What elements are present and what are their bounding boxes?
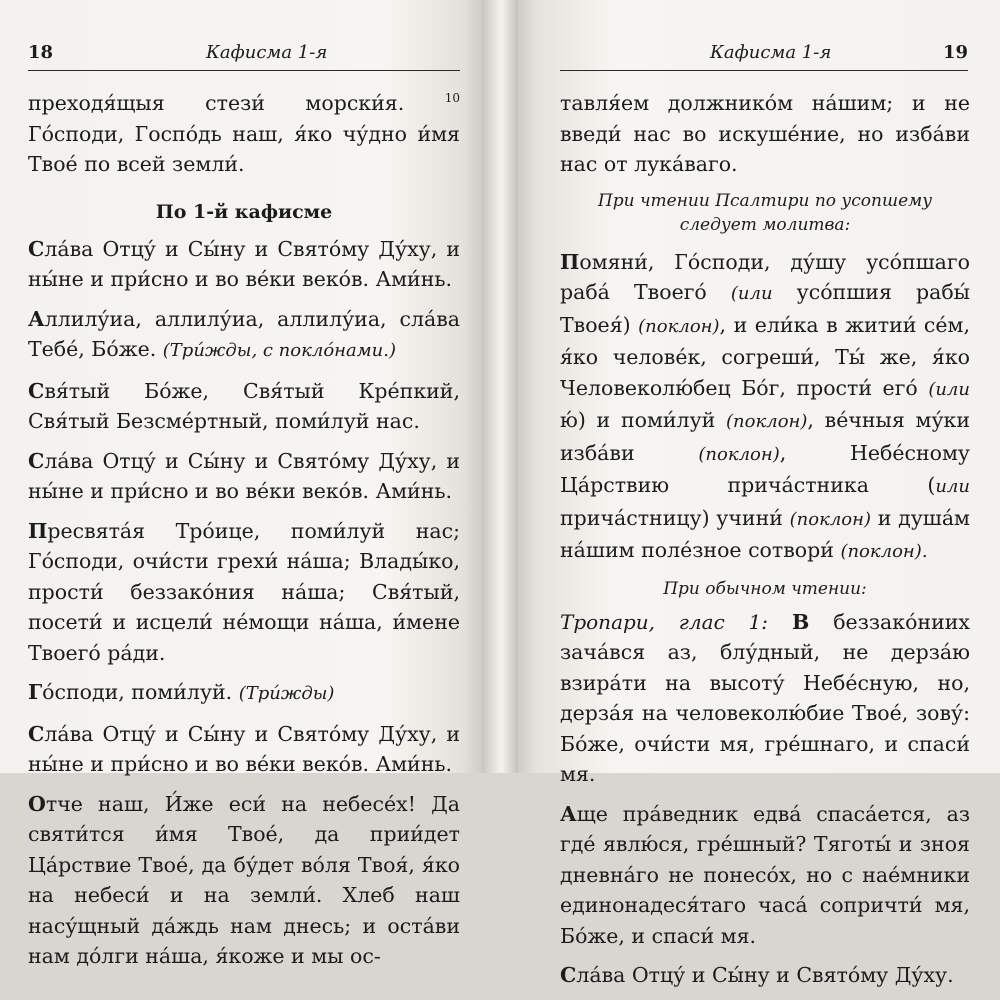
right-header xyxy=(560,42,968,68)
right-page-text xyxy=(560,88,970,1000)
verse-number: 10 xyxy=(444,91,460,106)
prayer-text: прича́стницу) учини́ xyxy=(560,505,783,530)
prayer-for-deceased xyxy=(560,247,970,568)
troparion-text-2: ще пра́ведник едва́ спаса́ется, аз где́ явлю́ся, гре́шный? Тяготы́ и зноя дневна́го не понесо́х, но с нае́мники единонадеся́таго часа́ сопричти́ мя, Бо́же, и спаси́ мя. xyxy=(560,801,970,948)
slava-text-3: ла́ва Отцу́ и Сы́ну и Свято́му Ду́ху, и ны́не и при́сно и во ве́ки веко́в. Ами́нь. xyxy=(28,721,460,776)
slava-text-right: ла́ва Отцу́ и Сы́ну и Свято́му Ду́ху. xyxy=(576,963,954,987)
slava-text-2: ла́ва Отцу́ и Сы́ну и Свято́му Ду́ху, и ны́не и при́сно и во ве́ки веко́в. Ами́нь. xyxy=(28,448,460,503)
rubric-deceased: При чтении Псалтири по усопшему следует молитва: xyxy=(597,190,933,235)
prayer-text: , Небе́сному Ца́рствию прича́стника ( xyxy=(560,440,970,497)
section-heading: По 1-й кафисме xyxy=(155,200,333,223)
trisagion-paragraph xyxy=(28,376,460,437)
rubric-note: (поклон) xyxy=(638,315,720,337)
lords-prayer-paragraph xyxy=(28,789,460,972)
drop-cap: А xyxy=(560,801,577,826)
alleluia-note: (Три́жды, с покло́нами.) xyxy=(162,340,397,361)
kyrie-text: о́споди, поми́луй. xyxy=(42,680,233,704)
right-header-rule xyxy=(560,70,968,71)
rubric-note: (поклон). xyxy=(840,541,928,562)
drop-cap: С xyxy=(28,236,45,261)
verse-tail: преходя́щыя стези́ морски́я. xyxy=(28,91,405,115)
right-running-title: Кафисма 1-я xyxy=(710,42,832,63)
trinity-paragraph xyxy=(28,516,460,669)
rubric-note: или xyxy=(935,476,970,497)
prayer-text: ю́) и поми́луй xyxy=(560,408,716,432)
prayer-text: усо́пшия рабы́ Твоея́) xyxy=(560,280,970,337)
drop-cap: С xyxy=(28,378,45,403)
drop-cap: С xyxy=(560,963,577,987)
trisagion-text: вя́тый Бо́же, Свя́тый Кре́пкий, Свя́тый Безсме́ртный, поми́луй нас. xyxy=(28,378,460,433)
rubric-ordinary: При обычном чтении: xyxy=(663,578,867,599)
left-page xyxy=(0,0,482,968)
prayer-text: , ве́чныя му́ки изба́ви xyxy=(560,408,970,465)
lords-prayer-end: тавля́ем должнико́м на́шим; и не введи́ нас во искуше́ние, но изба́ви нас от лука́ваго. xyxy=(560,91,970,176)
trinity-text: ресвята́я Тро́ице, поми́луй нас; Го́споди, очи́сти грехи́ на́ша; Влады́ко, прости́ беззако́ния на́ша; Свя́тый, посети́ и исцели́ не́мощи на́ша, и́мене Твоего́ ра́ди. xyxy=(28,518,460,665)
book-gutter xyxy=(482,0,518,773)
drop-cap: А xyxy=(28,306,45,331)
drop-cap: П xyxy=(28,518,48,543)
troparion-text-1: беззако́ниих зача́вся аз, блу́дный, не дерза́ю взира́ти на высоту́ Небе́сную, но, дерза́я на человеколю́бие Твое́, зову́: Бо́же, очи́сти мя, гре́шнаго, и спаси́ мя. xyxy=(560,609,970,786)
rubric-note: (поклон) xyxy=(698,443,780,465)
alleluia-text: ллилу́иа, аллилу́иа, аллилу́иа, сла́ва Тебе́, Бо́же. xyxy=(28,306,460,361)
drop-cap: С xyxy=(28,448,45,473)
troparion-1 xyxy=(560,607,970,790)
rubric-note: (или xyxy=(730,283,773,304)
drop-cap: С xyxy=(28,721,45,746)
slava-paragraph-2 xyxy=(28,446,460,507)
rubric-note: (поклон) xyxy=(789,508,872,530)
slava-paragraph-right xyxy=(560,960,970,991)
drop-cap: В xyxy=(791,609,810,634)
left-page-text xyxy=(28,88,460,981)
prayer-text: , и ели́ка в житии́ се́м, я́ко челове́к, согреши́, Ты́ же, я́ко Человеколю́бец Бо́г, прости́ его́ xyxy=(560,312,970,400)
drop-cap: Г xyxy=(28,680,43,704)
left-page-number: 18 xyxy=(28,42,54,63)
left-header xyxy=(28,42,460,68)
prayer-text: омяни́, Го́споди, ду́шу усо́пшаго раба́ Твоего́ xyxy=(560,249,970,304)
slava-paragraph-3 xyxy=(28,719,460,780)
drop-cap: П xyxy=(560,249,580,274)
slava-text-1: ла́ва Отцу́ и Сы́ну и Свято́му Ду́ху, и ны́не и при́сно и во ве́ки веко́в. Ами́нь. xyxy=(28,236,460,291)
left-header-rule xyxy=(28,70,460,71)
drop-cap: О xyxy=(28,791,46,816)
troparia-label: Тропари, глас 1: xyxy=(560,609,769,634)
lords-prayer-text: тче наш, И́же еси́ на небесе́х! Да святи́тся и́мя Твое́, да прии́дет Ца́рствие Твое́, да бу́дет во́ля Твоя́, я́ко на небеси́ и на земли́. Хлеб наш насу́щный да́ждь нам днесь; и оста́ви нам до́лги на́ша, я́коже и мы ос- xyxy=(28,791,460,968)
kyrie-paragraph xyxy=(28,677,460,710)
right-page-number: 19 xyxy=(942,42,968,63)
slava-paragraph-1 xyxy=(28,234,460,295)
verse-line: Го́споди, Госпо́дь наш, я́ко чу́дно и́мя Твое́ по всей земли́. xyxy=(28,121,460,176)
kyrie-note: (Три́жды) xyxy=(238,683,335,704)
troparion-2 xyxy=(560,799,970,952)
rubric-note: (поклон) xyxy=(726,411,808,432)
alleluia-paragraph xyxy=(28,304,460,367)
psalm-verse xyxy=(28,88,460,180)
left-running-title: Кафисма 1-я xyxy=(206,42,328,63)
rubric-note: (или xyxy=(928,378,970,400)
prayer-text: и душа́м на́шим поле́зное сотвори́ xyxy=(560,505,970,562)
